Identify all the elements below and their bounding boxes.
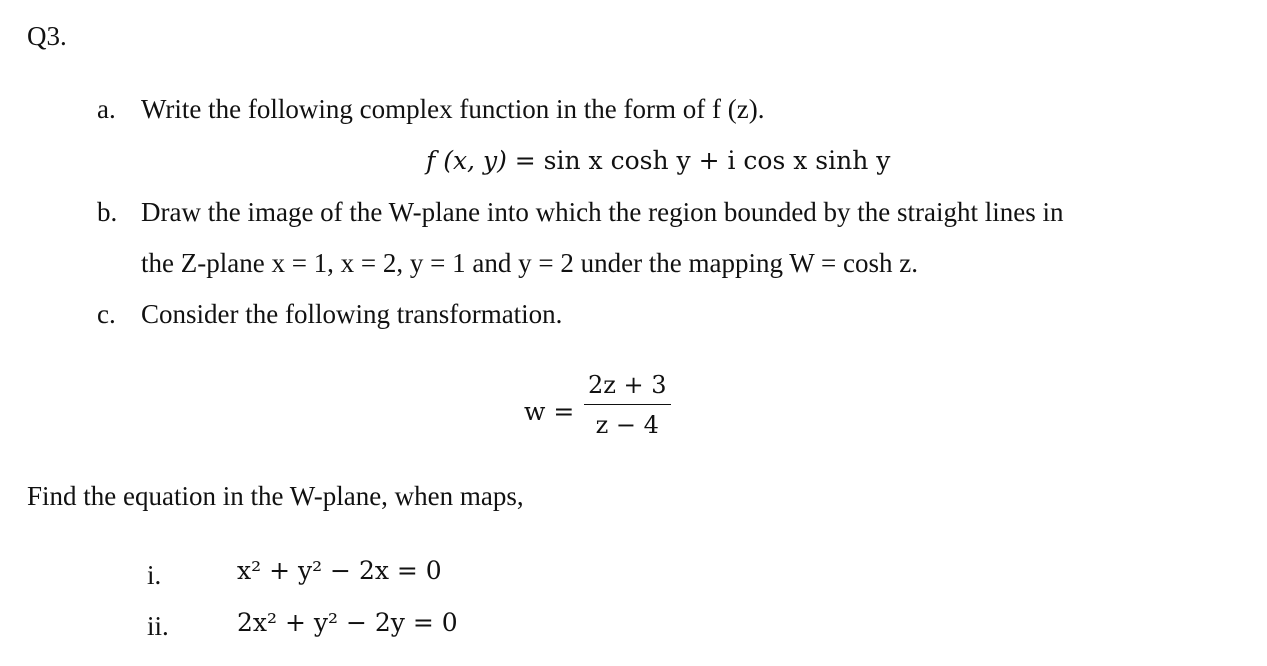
part-a-equation	[426, 148, 890, 173]
part-a-text: Write the following complex function in the form of f (z).	[141, 94, 765, 124]
part-c-marker: c.	[97, 299, 116, 329]
part-c-numerator: 2z + 3	[588, 371, 667, 399]
part-b-line2: the Z-plane x = 1, x = 2, y = 1 and y = 2 under the mapping W = cosh z.	[141, 248, 918, 278]
question-number: Q3.	[27, 21, 67, 51]
part-a-equation-lhs: f (x, y) =	[426, 146, 536, 175]
part-c-equation-lhs: w =	[524, 397, 575, 426]
subpart-ii-equation: 2x² + y² − 2y = 0	[237, 608, 458, 637]
part-c-denominator: z − 4	[595, 411, 659, 439]
subpart-i-marker: i.	[147, 560, 162, 590]
part-b-marker: b.	[97, 197, 118, 227]
part-a-marker: a.	[97, 94, 116, 124]
part-b-line1: Draw the image of the W-plane into which the region bounded by the straight lines in	[141, 197, 1064, 227]
find-statement: Find the equation in the W-plane, when maps,	[27, 481, 524, 511]
subpart-ii-marker: ii.	[147, 611, 169, 641]
part-c-fraction	[584, 373, 671, 437]
part-a-equation-rhs: sin x cosh y + i cos x sinh y	[543, 146, 891, 175]
fraction-bar	[584, 404, 671, 405]
part-c-text: Consider the following transformation.	[141, 299, 563, 329]
subpart-i-equation: x² + y² − 2x = 0	[237, 556, 442, 585]
